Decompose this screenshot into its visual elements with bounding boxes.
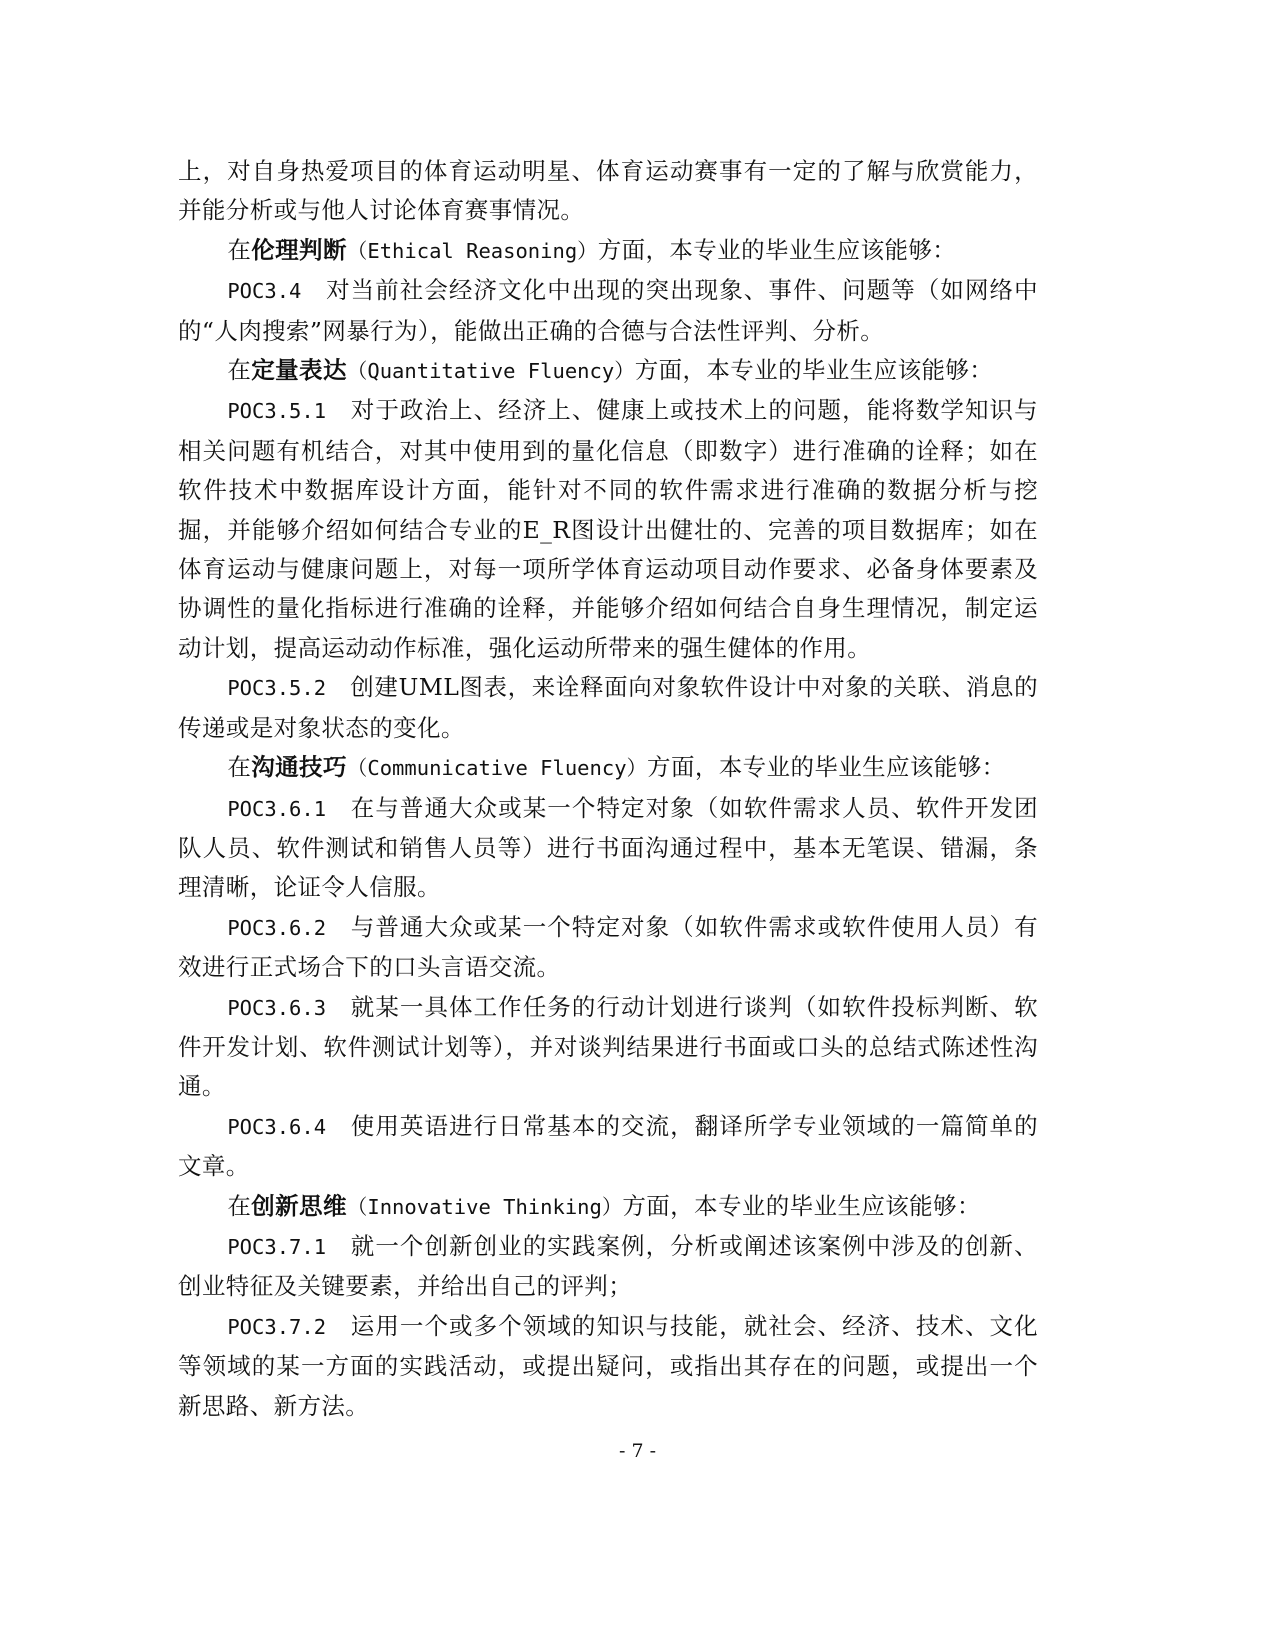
- outcome-code: POC3.7.1: [227, 1234, 327, 1259]
- outcome-text: 创建UML图表，来诠释面向对象软件设计中对象的关联、消息的传递或是对象状态的变化。: [178, 673, 1038, 742]
- section-heading-ethical-reasoning: [178, 231, 1038, 271]
- heading-suffix: 方面，本专业的毕业生应该能够：: [597, 235, 957, 264]
- outcome-code: POC3.4: [227, 279, 302, 304]
- outcome-code: POC3.6.2: [227, 915, 327, 940]
- page-number: - 7 -: [618, 1440, 656, 1462]
- heading-term: 创新思维: [251, 1191, 347, 1220]
- heading-suffix: 方面，本专业的毕业生应该能够：: [622, 1191, 981, 1220]
- outcome-text: 对于政治上、经济上、健康上或技术上的问题，能将数学知识与相关问题有机结合，对其中使用到的量化信息（即数字）进行准确的诠释；如在软件技术中数据库设计方面，能针对不同的软件需求进行准确的数据分析与挖掘，并能够介绍如何结合专业的E_R图设计出健壮的、完善的项目数据库；如在体育运动与健康问题上，对每一项所学体育运动项目动作要求、必备身体要素及协调性的量化指标进行准确的诠释，并能够介绍如何结合自身生理情况，制定运动计划，提高运动动作标准，强化运动所带来的强生健体的作用。: [178, 396, 1038, 662]
- outcome-code: POC3.5.2: [227, 676, 327, 701]
- outcome-item-poc3-4: [178, 271, 1038, 351]
- outcome-text: 就某一具体工作任务的行动计划进行谈判（如软件投标判断、软件开发计划、软件测试计划等），并对谈判结果进行书面或口头的总结式陈述性沟通。: [178, 992, 1038, 1101]
- heading-term: 定量表达: [251, 356, 347, 385]
- heading-prefix: 在: [227, 235, 252, 264]
- heading-suffix: 方面，本专业的毕业生应该能够：: [647, 753, 1006, 782]
- paragraph-text: 上，对自身热爱项目的体育运动明星、体育运动赛事有一定的了解与欣赏能力，并能分析或与他人讨论体育赛事情况。: [178, 157, 1038, 225]
- heading-suffix: 方面，本专业的毕业生应该能够：: [634, 356, 994, 385]
- outcome-code: POC3.6.4: [227, 1114, 327, 1139]
- outcome-text: 对当前社会经济文化中出现的突出现象、事件、问题等（如网络中的“人肉搜索”网暴行为），能做出正确的合德与合法性评判、分析。: [178, 276, 1038, 345]
- section-heading-quantitative-fluency: [178, 351, 1038, 391]
- outcome-code: POC3.6.3: [227, 995, 327, 1020]
- heading-english: （Innovative Thinking）: [346, 1194, 623, 1219]
- outcome-item-poc3-6-3: [178, 988, 1038, 1107]
- section-heading-communicative-fluency: [178, 748, 1038, 788]
- heading-term: 伦理判断: [251, 235, 347, 264]
- outcome-text: 使用英语进行日常基本的交流，翻译所学专业领域的一篇简单的文章。: [178, 1111, 1038, 1181]
- continuation-paragraph: [178, 152, 1038, 231]
- outcome-item-poc3-5-1: [178, 391, 1038, 668]
- heading-english: （Quantitative Fluency）: [346, 359, 635, 384]
- outcome-text: 运用一个或多个领域的知识与技能，就社会、经济、技术、文化等领域的某一方面的实践活动，或提出疑问，或指出其存在的问题，或提出一个新思路、新方法。: [178, 1311, 1038, 1420]
- outcome-item-poc3-7-1: [178, 1227, 1038, 1307]
- outcome-item-poc3-6-4: [178, 1107, 1038, 1187]
- document-body: [178, 152, 1038, 1426]
- outcome-item-poc3-6-2: [178, 908, 1038, 988]
- heading-prefix: 在: [227, 1191, 252, 1220]
- outcome-code: POC3.5.1: [227, 399, 327, 424]
- outcome-item-poc3-5-2: [178, 668, 1038, 748]
- outcome-code: POC3.6.1: [227, 796, 327, 821]
- heading-english: （Communicative Fluency）: [346, 756, 648, 781]
- section-heading-innovative-thinking: [178, 1187, 1038, 1227]
- heading-prefix: 在: [227, 753, 252, 782]
- outcome-code: POC3.7.2: [227, 1314, 327, 1339]
- outcome-text: 就一个创新创业的实践案例，分析或阐述该案例中涉及的创新、创业特征及关键要素，并给出自己的评判；: [178, 1231, 1038, 1301]
- outcome-item-poc3-7-2: [178, 1307, 1038, 1426]
- outcome-text: 与普通大众或某一个特定对象（如软件需求或软件使用人员）有效进行正式场合下的口头言语交流。: [178, 912, 1038, 982]
- outcome-item-poc3-6-1: [178, 789, 1038, 908]
- heading-prefix: 在: [227, 356, 252, 385]
- heading-term: 沟通技巧: [251, 753, 347, 782]
- heading-english: （Ethical Reasoning）: [346, 238, 598, 263]
- outcome-text: 在与普通大众或某一个特定对象（如软件需求人员、软件开发团队人员、软件测试和销售人员等）进行书面沟通过程中，基本无笔误、错漏，条理清晰，论证令人信服。: [178, 793, 1038, 902]
